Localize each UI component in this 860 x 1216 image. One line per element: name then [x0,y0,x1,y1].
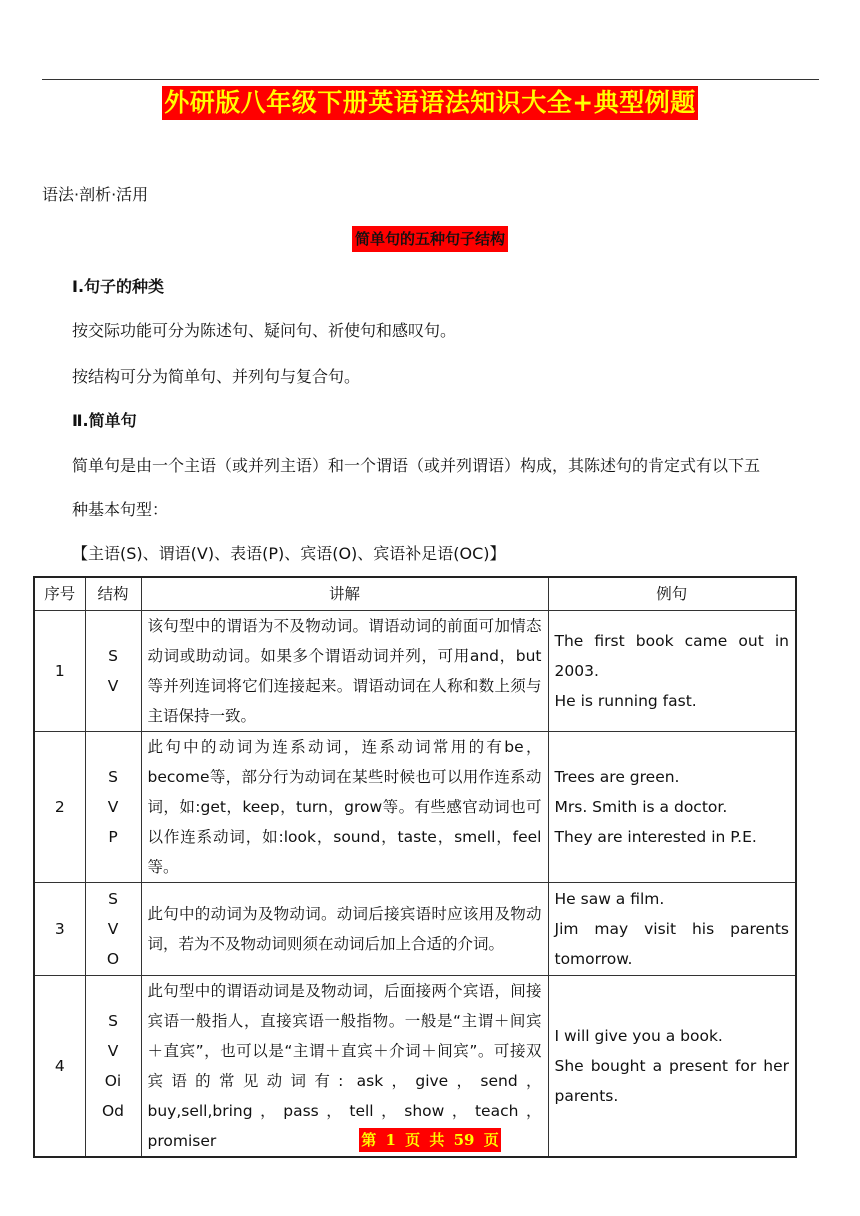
row-number: 2 [34,732,85,883]
row-structure: S V Oi Od [85,976,141,1158]
table-row [34,732,796,883]
table-header-row [34,577,796,611]
section-label: 语法·剖析·活用 [42,185,149,204]
row-explanation: 该句型中的谓语为不及物动词。谓语动词的前面可加情态动词或助动词。如果多个谓语动词并列，可用and，but等并列连词将它们连接起来。谓语动词在人称和数上须与主语保持一致。 [141,611,548,732]
page-number: 第 1 页 共 59 页 [359,1128,500,1152]
paragraph-definition-line1: 简单句是由一个主语（或并列主语）和一个谓语（或并列谓语）构成，其陈述句的肯定式有以下五 [72,456,761,475]
row-explanation: 此句中的动词为及物动词。动词后接宾语时应该用及物动词，若为不及物动词则须在动词后加上合适的介词。 [141,883,548,976]
paragraph-structure: 按结构可分为简单句、并列句与复合句。 [72,367,361,386]
paragraph-function: 按交际功能可分为陈述句、疑问句、祈使句和感叹句。 [72,321,457,340]
heading-sentence-types: Ⅰ.句子的种类 [72,277,165,296]
heading-simple-sentence: Ⅱ.简单句 [72,411,137,430]
row-examples: The first book came out in 2003. He is running fast. [548,611,796,732]
document-title: 外研版八年级下册英语语法知识大全+典型例题 [162,86,697,120]
row-number: 3 [34,883,85,976]
table-row [34,611,796,732]
row-number: 1 [34,611,85,732]
row-number: 4 [34,976,85,1158]
row-structure: S V [85,611,141,732]
row-examples: I will give you a book. She bought a present for her parents. [548,976,796,1158]
row-explanation: 此句中的动词为连系动词，连系动词常用的有be，become等，部分行为动词在某些时候也可以用作连系动词，如:get，keep，turn，grow等。有些感官动词也可以作连系动词，如:look，sound，taste，smell，feel等。 [141,732,548,883]
bracket-note: 【主语(S)、谓语(V)、表语(P)、宾语(O)、宾语补足语(OC)】 [72,544,506,563]
row-examples: He saw a film. Jim may visit his parents tomorrow. [548,883,796,976]
header-example: 例句 [548,577,796,611]
sentence-pattern-table [33,576,797,1158]
row-explanation: 此句型中的谓语动词是及物动词，后面接两个宾语，间接宾语一般指人，直接宾语一般指物。一般是“主谓＋间宾＋直宾”，也可以是“主谓＋直宾＋介词＋间宾”。可接双宾语的常见动词有: ask，give，send，buy,sell,bring，pass，tell，show，teach，promiser [141,976,548,1158]
row-structure: S V O [85,883,141,976]
section-subtitle: 简单句的五种句子结构 [352,226,508,252]
header-structure: 结构 [85,577,141,611]
paragraph-definition-line2: 种基本句型： [72,500,169,519]
header-explanation: 讲解 [141,577,548,611]
table-row [34,883,796,976]
top-rule [42,79,819,80]
row-structure: S V P [85,732,141,883]
row-examples: Trees are green. Mrs. Smith is a doctor. They are interested in P.E. [548,732,796,883]
header-number: 序号 [34,577,85,611]
